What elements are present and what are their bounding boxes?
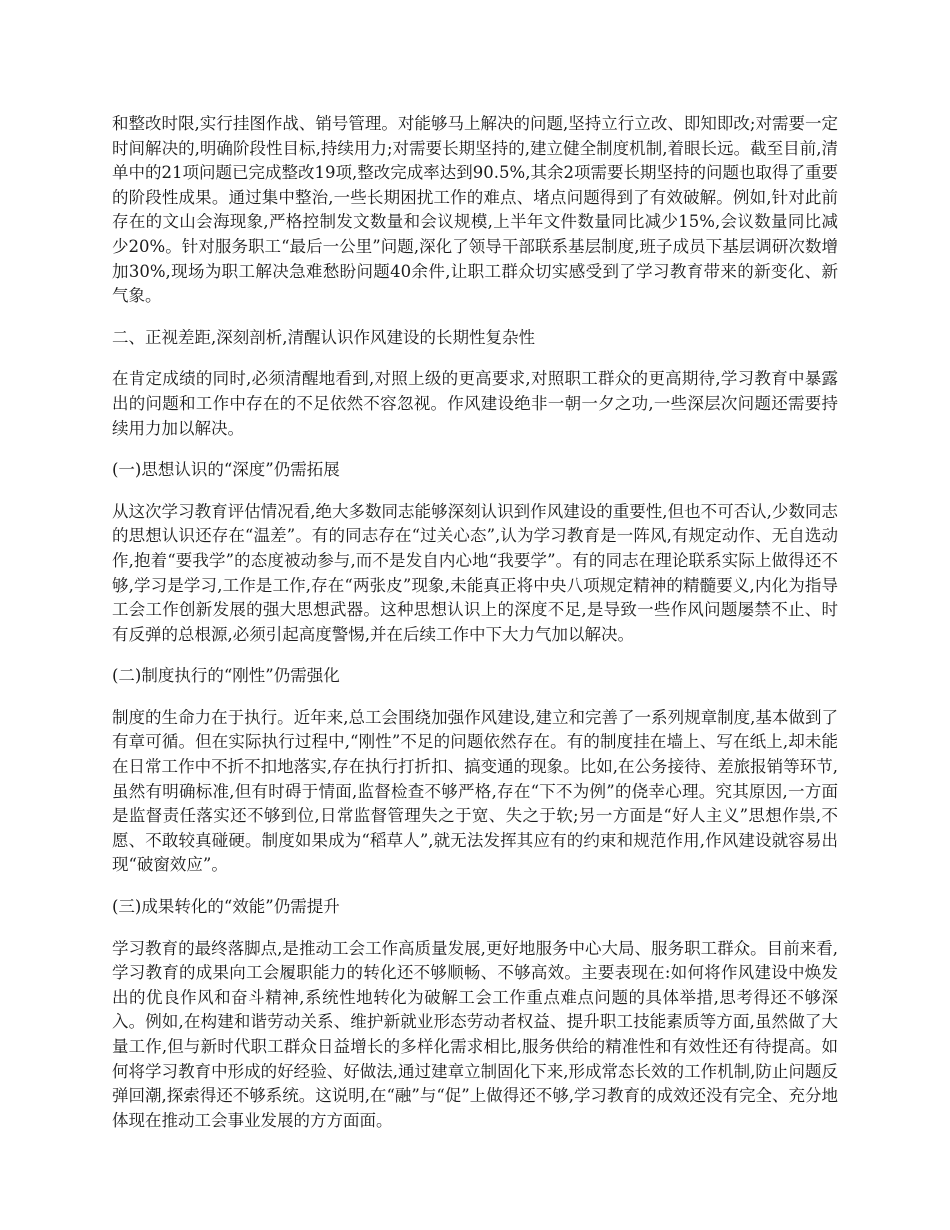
paragraph-result-efficiency: 学习教育的最终落脚点,是推动工会工作高质量发展,更好地服务中心大局、服务职工群众。目前来看,学习教育的成果向工会履职能力的转化还不够顺畅、不够高效。主要表现在:如何将作风建设中焕发出的优良作风和奋斗精神,系统性地转化为破解工会工作重点难点问题的具体举措,思考得还不够深入。例如,在构建和谐劳动关系、维护新就业形态劳动者权益、提升职工技能素质等方面,虽然做了大量工作,但与新时代职工群众日益增长的多样化需求相比,服务供给的精准性和有效性还有待提高。如何将学习教育中形成的好经验、好做法,通过建章立制固化下来,形成常态长效的工作机制,防止问题反弹回潮,探索得还不够系统。这说明,在“融”与“促”上做得还不够,学习教育的成效还没有完全、充分地体现在推动工会事业发展的方方面面。 [112,938,838,1130]
document-body [112,112,838,1150]
subheading-2: (二)制度执行的“刚性”仍需强化 [112,666,340,686]
paragraph-system-rigidity: 制度的生命力在于执行。近年来,总工会围绕加强作风建设,建立和完善了一系列规章制度,基本做到了有章可循。但在实际执行过程中,“刚性”不足的问题依然存在。有的制度挂在墙上、写在纸上,却未能在日常工作中不折不扣地落实,存在执行打折扣、搞变通的现象。比如,在公务接待、差旅报销等环节,虽然有明确标准,但有时碍于情面,监督检查不够严格,存在“下不为例”的侥幸心理。究其原因,一方面是监督责任落实还不够到位,日常监督管理失之于宽、失之于软;另一方面是“好人主义”思想作祟,不愿、不敢较真碰硬。制度如果成为“稻草人”,就无法发挥其应有的约束和规范作用,作风建设就容易出现“破窗效应”。 [112,707,838,875]
paragraph-thinking-depth: 从这次学习教育评估情况看,绝大多数同志能够深刻认识到作风建设的重要性,但也不可否认,少数同志的思想认识还存在“温差”。有的同志存在“过关心态”,认为学习教育是一阵风,有规定动作、无自选动作,抱着“要我学”的态度被动参与,而不是发自内心地“我要学”。有的同志在理论联系实际上做得还不够,学习是学习,工作是工作,存在“两张皮”现象,未能真正将中央八项规定精神的精髓要义,内化为指导工会工作创新发展的强大思想武器。这种思想认识上的深度不足,是导致一些作风问题屡禁不止、时有反弹的总根源,必须引起高度警惕,并在后续工作中下大力气加以解决。 [112,501,838,644]
subheading-3: (三)成果转化的“效能”仍需提升 [112,897,340,917]
section-heading-2: 二、正视差距,深刻剖析,清醒认识作风建设的长期性复杂性 [112,327,535,347]
subheading-1: (一)思想认识的“深度”仍需拓展 [112,460,340,480]
paragraph-rectification-results: 和整改时限,实行挂图作战、销号管理。对能够马上解决的问题,坚持立行立改、即知即改;对需要一定时间解决的,明确阶段性目标,持续用力;对需要长期坚持的,建立健全制度机制,着眼长远。截至目前,清单中的21项问题已完成整改19项,整改完成率达到90.5%,其余2项需要长期坚持的问题也取得了重要的阶段性成果。通过集中整治,一些长期困扰工作的难点、堵点问题得到了有效破解。例如,针对此前存在的文山会海现象,严格控制发文数量和会议规模,上半年文件数量同比减少15%,会议数量同比减少20%。针对服务职工“最后一公里”问题,深化了领导干部联系基层制度,班子成员下基层调研次数增加30%,现场为职工解决急难愁盼问题40余件,让职工群众切实感受到了学习教育带来的新变化、新气象。 [112,114,838,306]
paragraph-section-2-intro: 在肯定成绩的同时,必须清醒地看到,对照上级的更高要求,对照职工群众的更高期待,学习教育中暴露出的问题和工作中存在的不足依然不容忽视。作风建设绝非一朝一夕之功,一些深层次问题还需要持续用力加以解决。 [112,369,838,438]
